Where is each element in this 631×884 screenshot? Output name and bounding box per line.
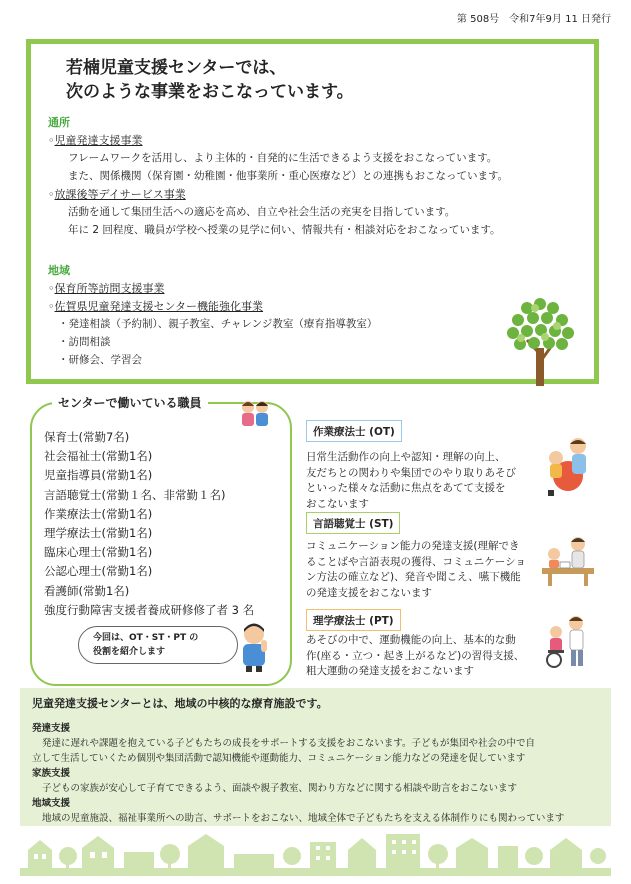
services-box: [26, 39, 599, 384]
pt-description: あそびの中で、運動機能の向上、基本的な動 作(座る・立つ・起き上がるなど)の習得支援、 粗大運動の発達支援をおこないます: [306, 634, 525, 677]
center-info-title: 児童発達支援センターとは、地域の中核的な療育施設です。: [32, 697, 328, 710]
item1-line-1: フレームワークを活用し、より主体的・自発的に生活できるよう支援をおこなっています。: [68, 152, 498, 164]
item2-line-2: 年に 2 回程度、職員が学校へ授業の見学に伺い、情報共有・相談対応をおこなっています。: [68, 224, 501, 236]
staff-item: 社会福祉士(常勤1名): [44, 449, 153, 464]
staff-item: 作業療法士(常勤1名): [44, 506, 153, 521]
chiiki-heading: 地域: [48, 264, 70, 277]
staff-item: 臨床心理士(常勤1名): [44, 545, 153, 560]
item-hoikusho-houmon: ◦保育所等訪問支援事業: [48, 282, 165, 295]
st-label: 言語聴覚士 (ST): [306, 512, 400, 534]
item-houkago-day: ◦放課後等デイサービス事業: [48, 188, 186, 201]
item-kinou-kyouka: ◦佐賀県児童発達支援センター機能強化事業: [48, 300, 264, 313]
sub-item-3: ・研修会、学習会: [58, 354, 142, 366]
hattatsu-heading: 発達支援: [32, 723, 71, 734]
sub-item-1: ・発達相談（予約制）、親子教室、チャレンジ教室（療育指導教室）: [58, 318, 378, 330]
staff-person-icon: [234, 622, 274, 672]
item2-line-1: 活動を通して集団生活への適応を高め、自立や社会生活の充実を目指しています。: [68, 206, 456, 218]
staff-item: 強度行動障害支援者養成研修修了者 3 名: [44, 602, 255, 617]
tsusho-heading: 通所: [48, 116, 70, 129]
staff-item: 看護師(常勤1名): [44, 583, 130, 598]
services-title: 若楠児童支援センターでは、 次のような事業をおこなっています。: [66, 58, 354, 102]
staff-title: センターで働いている職員: [52, 394, 208, 411]
kazoku-line: 子どもの家族が安心して子育てできるよう、面談や親子教室、関わり方などに関する相談や助言をおこないます: [42, 783, 518, 794]
staff-item: 言語聴覚士(常勤１名、非常勤１名): [44, 487, 226, 502]
center-info-panel: [20, 688, 611, 834]
town-silhouette-icon: [20, 826, 611, 876]
item-jidou-hattatsu: ◦児童発達支援事業: [48, 134, 143, 147]
issue-info: 第 508号 令和7年9月 11 日発行: [456, 14, 611, 25]
staff-item: 理学療法士(常勤1名): [44, 526, 153, 541]
sub-item-2: ・訪問相談: [58, 336, 111, 348]
ot-illustration-icon: [538, 436, 596, 498]
pt-label: 理学療法士 (PT): [306, 609, 401, 631]
chiiki-shien-heading: 地域支援: [32, 798, 71, 809]
pt-illustration-icon: [540, 614, 596, 668]
item1-line-2: また、関係機関（保育園・幼稚園・他事業所・重心医療など）との連携もおこなっています。: [68, 170, 509, 182]
hattatsu-line-1: 発達に遅れや課題を抱えている子どもたちの成長をサポートする支援をおこないます。子どもが集団や社会の中で自: [42, 738, 535, 749]
ot-label: 作業療法士 (OT): [306, 420, 402, 442]
tree-icon: [505, 292, 575, 388]
st-description: コミュニケーション能力の発達支援(理解でき ることばや言語表現の獲得、コミュニケーショ ン方法の確立など)、発音や聞こえ、嚥下機能 の発達支援をおこないます: [306, 540, 526, 599]
staff-item: 保育士(常勤7名): [44, 430, 130, 444]
chiiki-shien-line: 地域の児童施設、福祉事業所への助言、サポートをおこない、地域全体で子どもたちを支える体制作りにも関わっています: [42, 813, 565, 824]
ot-description: 日常生活動作の向上や認知・理解の向上、 友だちとの関わりや集団でのやり取りあそび といった様々な活動に焦点をあてて支援を おこないます: [306, 451, 516, 510]
speech-bubble: 今回は、OT・ST・PT の 役割を紹介します: [78, 626, 238, 664]
staff-item: 公認心理士(常勤1名): [44, 564, 153, 579]
st-illustration-icon: [540, 534, 596, 586]
staff-item: 児童指導員(常勤1名): [44, 468, 153, 483]
kazoku-heading: 家族支援: [32, 768, 71, 779]
staff-group-icon: [238, 398, 272, 428]
hattatsu-line-2: 立して生活していくため個別や集団活動で認知機能や運動能力、コミュニケーション能力などの発達を促しています: [32, 753, 526, 764]
staff-list: [44, 428, 254, 620]
